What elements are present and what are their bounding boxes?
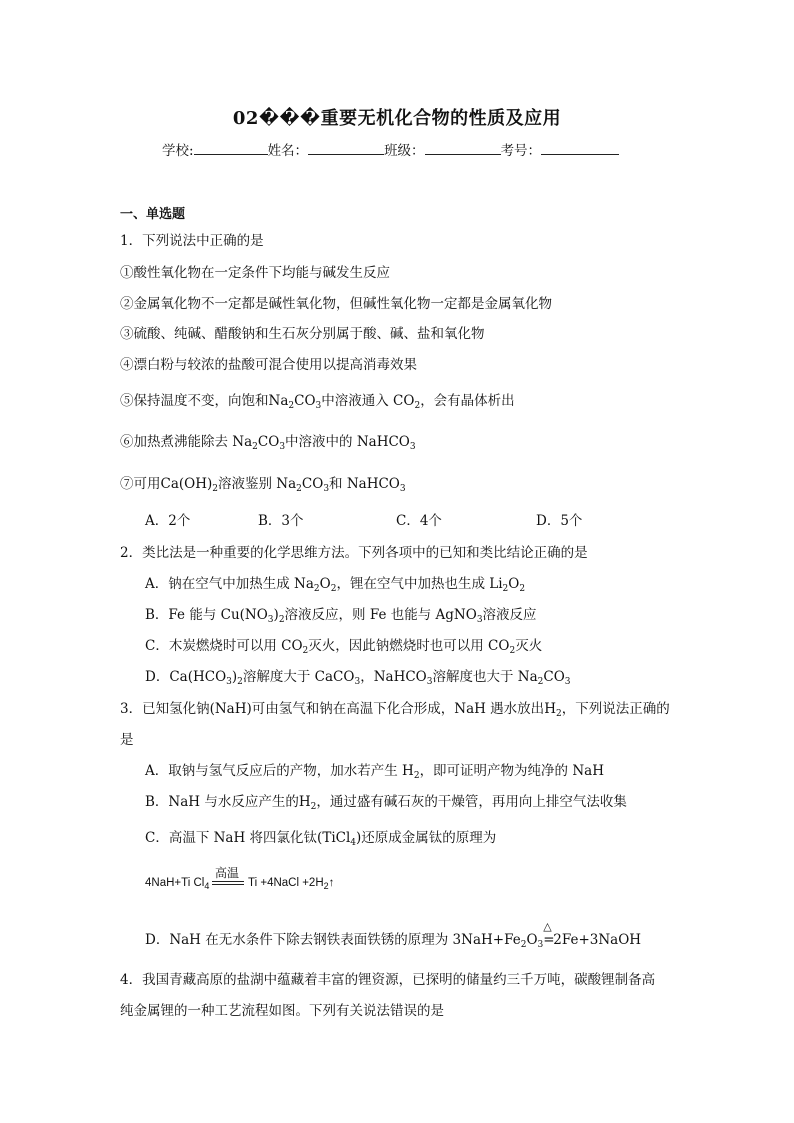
q3-stem-line2: 是 <box>120 732 134 748</box>
q1-statement-7: ⑦可用$Ca(OH)_2$溶液鉴别 $Na_2CO_3$和 NaHCO$_3$ <box>120 476 406 494</box>
q3-c-equation-bar <box>212 881 244 882</box>
q2-option-a[interactable]: A．钠在空气中加热生成 $Na_2O_2$，锂在空气中加热也生成 $Li_2O_2$ <box>145 576 526 594</box>
q3-c-equation-right: Ti +4NaCl $+2H_2↑$ <box>248 877 335 891</box>
section-heading: 一、单选题 <box>120 207 186 222</box>
q3-d-heat-symbol: △ <box>543 920 552 933</box>
q1-option-a[interactable]: A．2个 <box>145 513 191 529</box>
q3-stem-line1: 3．已知氢化钠(NaH)可由氢气和钠在高温下化合形成，NaH 遇水放出$H_2$，下列说法正确的 <box>120 701 670 719</box>
q2-option-d[interactable]: D．$Ca(HCO_3)_2$溶解度大于 CaCO$_3$，NaHCO$_3$溶解度也大于 $Na_2CO_3$ <box>145 669 571 687</box>
q3-option-b[interactable]: B．NaH 与水反应产生的$H_2$，通过盛有碱石灰的干燥管，再用向上排空气法收集 <box>145 794 627 812</box>
q3-c-equation-condition: 高温 <box>215 866 240 880</box>
q1-option-c[interactable]: C．4个 <box>396 513 442 529</box>
q2-stem: 2．类比法是一种重要的化学思维方法。下列各项中的已知和类比结论正确的是 <box>120 545 588 561</box>
q3-option-c[interactable]: C．高温下 NaH 将四氯化钛(TiCl$_4$)还原成金属钛的原理为 <box>145 830 497 848</box>
q1-option-d[interactable]: D．5个 <box>536 513 583 529</box>
q2-option-c[interactable]: C．木炭燃烧时可以用 $CO_2$灭火，因此钠燃烧时也可以用 $CO_2$灭火 <box>145 638 543 656</box>
exam-no-blank[interactable] <box>541 142 619 155</box>
q1-statement-4: ④漂白粉与较浓的盐酸可混合使用以提高消毒效果 <box>120 357 417 373</box>
school-blank[interactable] <box>194 142 268 155</box>
q4-stem-line2: 纯金属锂的一种工艺流程如图。下列有关说法错误的是 <box>120 1003 444 1019</box>
class-label: 班级： <box>384 143 425 159</box>
q3-c-equation-left: 4NaH+Ti $Cl_4$ <box>145 877 210 891</box>
q1-statement-6: ⑥加热煮沸能除去 $Na_2CO_3$中溶液中的 NaHCO$_3$ <box>120 434 416 452</box>
student-info-line <box>162 139 619 159</box>
q1-stem: 1．下列说法中正确的是 <box>120 233 264 249</box>
name-label: 姓名： <box>267 143 309 159</box>
q1-statement-3: ③硫酸、纯碱、醋酸钠和生石灰分别属于酸、碱、盐和氧化物 <box>120 326 485 342</box>
q2-option-b[interactable]: B．Fe 能与 $Cu(NO_3)_2$溶液反应，则 Fe 也能与 AgNO$_3$溶液反应 <box>145 607 537 625</box>
q1-statement-5: ⑤保持温度不变，向饱和$Na_2CO_3$中溶液通入 $CO_2$，会有晶体析出 <box>120 393 515 411</box>
q3-option-a[interactable]: A．取钠与氢气反应后的产物，加水若产生 $H_2$，即可证明产物为纯净的 NaH <box>145 763 604 781</box>
q1-statement-1: ①酸性氧化物在一定条件下均能与碱发生反应 <box>120 265 390 281</box>
school-label: 学校: <box>162 143 194 159</box>
page-title: 02���重要无机化合物的性质及应用 <box>232 108 562 129</box>
q1-statement-2: ②金属氧化物不一定都是碱性氧化物，但碱性氧化物一定都是金属氧化物 <box>120 296 552 312</box>
class-blank[interactable] <box>425 142 501 155</box>
q4-stem-line1: 4．我国青藏高原的盐湖中蕴藏着丰富的锂资源，已探明的储量约三千万吨，碳酸锂制备高 <box>120 972 656 988</box>
q1-option-b[interactable]: B．3个 <box>258 513 304 529</box>
q3-c-equation-bar-2 <box>212 884 244 885</box>
q3-option-d[interactable]: D．NaH 在无水条件下除去钢铁表面铁锈的原理为 $3NaH+Fe_2O_3$ △ =2Fe+3NaOH <box>145 920 642 950</box>
name-blank[interactable] <box>308 142 384 155</box>
exam-no-label: 考号： <box>500 143 542 159</box>
